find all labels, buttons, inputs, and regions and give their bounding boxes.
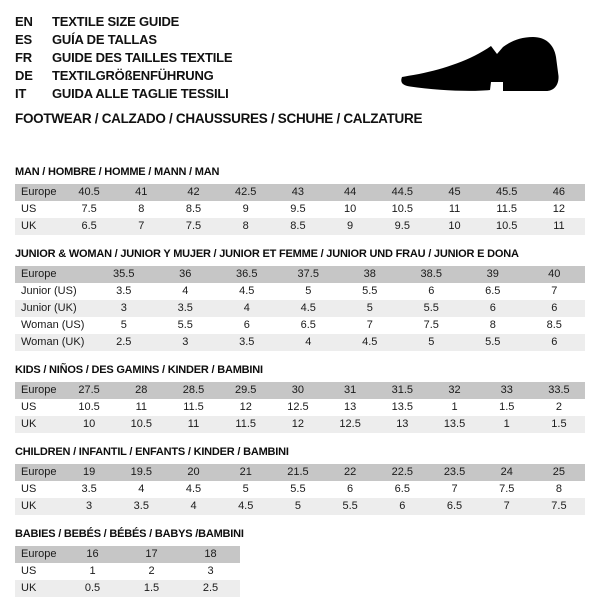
- size-value: 6: [428, 285, 435, 297]
- size-value: 3.5: [81, 483, 97, 495]
- size-value: 36.5: [236, 268, 258, 280]
- size-value: 2: [148, 565, 155, 577]
- size-value: 4.5: [185, 483, 202, 495]
- size-value: 8: [242, 220, 249, 232]
- size-value: 13.5: [391, 401, 414, 413]
- row-label: Junior (US): [21, 285, 77, 297]
- size-value: 11.5: [235, 418, 256, 430]
- size-value: 4: [190, 500, 197, 512]
- size-value: 38: [363, 268, 376, 280]
- size-value: 3: [207, 565, 214, 577]
- size-value: 5: [305, 285, 312, 297]
- size-value: 40.5: [78, 186, 100, 198]
- size-value: 8.5: [290, 220, 306, 232]
- section-title-kids: KIDS / NIÑOS / DES GAMINS / KINDER / BAMBINI: [15, 364, 263, 376]
- size-value: 13.5: [443, 418, 466, 430]
- row-label: Woman (US): [21, 319, 85, 331]
- section-title-junior-woman: JUNIOR & WOMAN / JUNIOR Y MUJER / JUNIOR ET FEMME / JUNIOR UND FRAU / JUNIOR E DONA: [15, 248, 519, 260]
- size-value: 21.5: [287, 466, 309, 478]
- size-value: 10: [82, 418, 96, 430]
- size-value: 43: [291, 186, 305, 198]
- size-value: 5: [428, 336, 435, 348]
- size-value: 12: [239, 401, 252, 413]
- size-value: 8: [138, 203, 145, 215]
- size-value: 22: [343, 466, 357, 478]
- table-row: [15, 399, 585, 416]
- table-row: [15, 266, 585, 283]
- size-section-babies: [15, 528, 585, 597]
- language-row-de: [15, 67, 395, 85]
- size-value: 41: [135, 186, 148, 198]
- size-value: 9: [242, 203, 249, 215]
- size-value: 3.5: [177, 302, 193, 314]
- size-value: 8: [489, 319, 496, 331]
- size-value: 1.5: [499, 401, 515, 413]
- row-label: Woman (UK): [21, 336, 85, 348]
- size-value: 7.5: [185, 220, 202, 232]
- size-value: 29.5: [235, 384, 257, 396]
- size-value: 11: [187, 418, 200, 430]
- size-tables-container: [15, 166, 585, 597]
- size-value: 9: [347, 220, 354, 232]
- size-value: 18: [204, 548, 217, 560]
- size-value: 7: [451, 483, 458, 495]
- category-title: FOOTWEAR / CALZADO / CHAUSSURES / SCHUHE / CALZATURE: [15, 111, 423, 126]
- guide-title-en: TEXTILE SIZE GUIDE: [52, 14, 180, 29]
- language-row-es: [15, 31, 395, 49]
- size-value: 7: [551, 285, 558, 297]
- size-value: 45: [448, 186, 461, 198]
- size-value: 5.5: [485, 336, 501, 348]
- size-value: 5: [366, 302, 373, 314]
- size-value: 4.5: [300, 302, 316, 314]
- size-value: 13: [396, 418, 409, 430]
- size-value: 16: [86, 548, 99, 560]
- size-value: 13: [343, 401, 357, 413]
- size-value: 25: [552, 466, 566, 478]
- table-row: [15, 382, 585, 399]
- size-value: 28.5: [182, 384, 205, 396]
- size-value: 7.5: [499, 483, 515, 495]
- size-value: 10.5: [78, 401, 100, 413]
- size-value: 19: [82, 466, 96, 478]
- row-label: US: [21, 483, 37, 495]
- size-value: 19.5: [130, 466, 153, 478]
- size-value: 7.5: [551, 500, 567, 512]
- size-value: 33.5: [548, 384, 570, 396]
- size-value: 7: [366, 319, 373, 331]
- size-value: 32: [448, 384, 461, 396]
- size-value: 5.5: [290, 483, 306, 495]
- size-value: 4: [138, 483, 145, 495]
- language-title-list: [15, 13, 395, 103]
- row-label: UK: [21, 582, 37, 594]
- size-value: 4: [182, 285, 189, 297]
- row-label: Europe: [21, 466, 57, 478]
- shoe-icon: [398, 33, 570, 95]
- table-row: [15, 416, 585, 433]
- size-section-junior-woman: [15, 248, 585, 351]
- guide-title-es: GUÍA DE TALLAS: [52, 32, 157, 47]
- guide-title-fr: GUIDE DES TAILLES TEXTILE: [52, 50, 233, 65]
- size-value: 8.5: [185, 203, 202, 215]
- row-label: Europe: [21, 384, 57, 396]
- language-code: IT: [15, 86, 27, 101]
- size-value: 4.5: [239, 285, 255, 297]
- row-label: US: [21, 565, 37, 577]
- size-value: 3.5: [133, 500, 149, 512]
- table-row: [15, 498, 585, 515]
- size-value: 9.5: [290, 203, 306, 215]
- size-value: 10: [448, 220, 461, 232]
- size-value: 42: [187, 186, 200, 198]
- size-value: 5.5: [177, 319, 193, 331]
- size-value: 6: [399, 500, 406, 512]
- table-row: [15, 283, 585, 300]
- size-value: 36: [179, 268, 192, 280]
- table-row: [15, 580, 240, 597]
- language-row-en: [15, 13, 395, 31]
- size-value: 5.5: [342, 500, 358, 512]
- size-value: 3: [120, 302, 127, 314]
- size-value: 6.5: [446, 500, 463, 512]
- size-value: 44.5: [391, 186, 414, 198]
- table-row: [15, 218, 585, 235]
- size-value: 6: [551, 302, 558, 314]
- size-value: 28: [135, 384, 148, 396]
- table-row: [15, 334, 585, 351]
- size-table-man: [15, 184, 585, 235]
- size-value: 6: [243, 319, 250, 331]
- table-row: [15, 317, 585, 334]
- language-code: DE: [15, 68, 33, 83]
- size-value: 9.5: [394, 220, 410, 232]
- size-value: 44: [343, 186, 357, 198]
- table-row: [15, 546, 240, 563]
- size-value: 6.5: [485, 285, 501, 297]
- size-value: 37.5: [297, 268, 319, 280]
- size-value: 6: [489, 302, 496, 314]
- size-section-children: [15, 446, 585, 515]
- size-value: 7: [138, 220, 145, 232]
- size-value: 2.5: [116, 336, 132, 348]
- size-section-man: [15, 166, 585, 235]
- row-label: Europe: [21, 268, 57, 280]
- size-value: 3: [86, 500, 93, 512]
- size-value: 7.5: [81, 203, 97, 215]
- size-value: 6.5: [394, 483, 410, 495]
- size-value: 1: [503, 418, 510, 430]
- size-value: 4: [243, 302, 250, 314]
- table-row: [15, 481, 585, 498]
- row-label: US: [21, 203, 37, 215]
- row-label: Europe: [21, 548, 57, 560]
- size-value: 40: [548, 268, 561, 280]
- size-value: 20: [187, 466, 200, 478]
- size-table-children: [15, 464, 585, 515]
- size-value: 31.5: [391, 384, 414, 396]
- size-value: 12: [552, 203, 566, 215]
- size-value: 45.5: [496, 186, 518, 198]
- row-label: UK: [21, 500, 37, 512]
- size-value: 1.5: [143, 582, 160, 594]
- row-label: Junior (UK): [21, 302, 77, 314]
- size-value: 17: [145, 548, 158, 560]
- size-value: 31: [343, 384, 357, 396]
- size-table-junior-woman: [15, 266, 585, 351]
- size-value: 21: [239, 466, 252, 478]
- language-code: FR: [15, 50, 32, 65]
- size-value: 1: [89, 565, 96, 577]
- table-row: [15, 464, 585, 481]
- size-value: 0.5: [84, 582, 101, 594]
- size-value: 39: [486, 268, 499, 280]
- language-code: EN: [15, 14, 33, 29]
- table-row: [15, 300, 585, 317]
- size-value: 11: [448, 203, 461, 215]
- size-value: 5: [242, 483, 249, 495]
- size-value: 8.5: [546, 319, 562, 331]
- size-value: 3.5: [239, 336, 255, 348]
- size-table-kids: [15, 382, 585, 433]
- size-value: 10.5: [130, 418, 153, 430]
- language-row-it: [15, 85, 395, 103]
- size-value: 12.5: [287, 401, 309, 413]
- size-value: 6.5: [81, 220, 97, 232]
- size-value: 5.5: [423, 302, 439, 314]
- section-title-children: CHILDREN / INFANTIL / ENFANTS / KINDER / BAMBINI: [15, 446, 289, 458]
- size-value: 2: [555, 401, 562, 413]
- size-value: 35.5: [113, 268, 135, 280]
- size-value: 6: [347, 483, 354, 495]
- size-value: 4: [305, 336, 312, 348]
- size-section-kids: [15, 364, 585, 433]
- size-value: 6: [551, 336, 558, 348]
- size-value: 10.5: [496, 220, 518, 232]
- size-value: 3.5: [116, 285, 132, 297]
- size-value: 27.5: [78, 384, 100, 396]
- size-value: 7.5: [423, 319, 439, 331]
- size-value: 33: [500, 384, 513, 396]
- size-value: 11.5: [183, 401, 204, 413]
- section-title-babies: BABIES / BEBÉS / BÉBÉS / BABYS /BAMBINI: [15, 528, 244, 540]
- size-value: 23.5: [443, 466, 466, 478]
- size-value: 3: [182, 336, 189, 348]
- size-value: 42.5: [235, 186, 257, 198]
- size-value: 6.5: [300, 319, 316, 331]
- language-code: ES: [15, 32, 32, 47]
- size-value: 12: [291, 418, 305, 430]
- guide-title-de: TEXTILGRÖßENFÜHRUNG: [52, 68, 214, 83]
- size-value: 5: [294, 500, 301, 512]
- size-value: 22.5: [391, 466, 414, 478]
- size-value: 38.5: [420, 268, 442, 280]
- size-value: 11: [553, 220, 565, 232]
- size-value: 1.5: [551, 418, 567, 430]
- size-value: 11: [135, 401, 148, 413]
- size-value: 30: [291, 384, 305, 396]
- row-label: UK: [21, 220, 37, 232]
- size-value: 10.5: [391, 203, 414, 215]
- size-value: 1: [451, 401, 458, 413]
- table-row: [15, 201, 585, 218]
- size-value: 4.5: [238, 500, 254, 512]
- row-label: Europe: [21, 186, 57, 198]
- table-row: [15, 563, 240, 580]
- size-value: 4.5: [362, 336, 378, 348]
- size-value: 5.5: [362, 285, 378, 297]
- table-row: [15, 184, 585, 201]
- size-value: 11.5: [496, 203, 518, 215]
- size-value: 24: [500, 466, 513, 478]
- language-row-fr: [15, 49, 395, 67]
- size-value: 2.5: [202, 582, 219, 594]
- section-title-man: MAN / HOMBRE / HOMME / MANN / MAN: [15, 166, 220, 178]
- size-value: 8: [555, 483, 562, 495]
- size-table-babies: [15, 546, 240, 597]
- size-value: 12.5: [339, 418, 361, 430]
- size-value: 7: [503, 500, 510, 512]
- guide-title-it: GUIDA ALLE TAGLIE TESSILI: [52, 86, 229, 101]
- size-value: 5: [120, 319, 127, 331]
- size-value: 46: [552, 186, 566, 198]
- row-label: UK: [21, 418, 37, 430]
- row-label: US: [21, 401, 37, 413]
- size-value: 10: [343, 203, 357, 215]
